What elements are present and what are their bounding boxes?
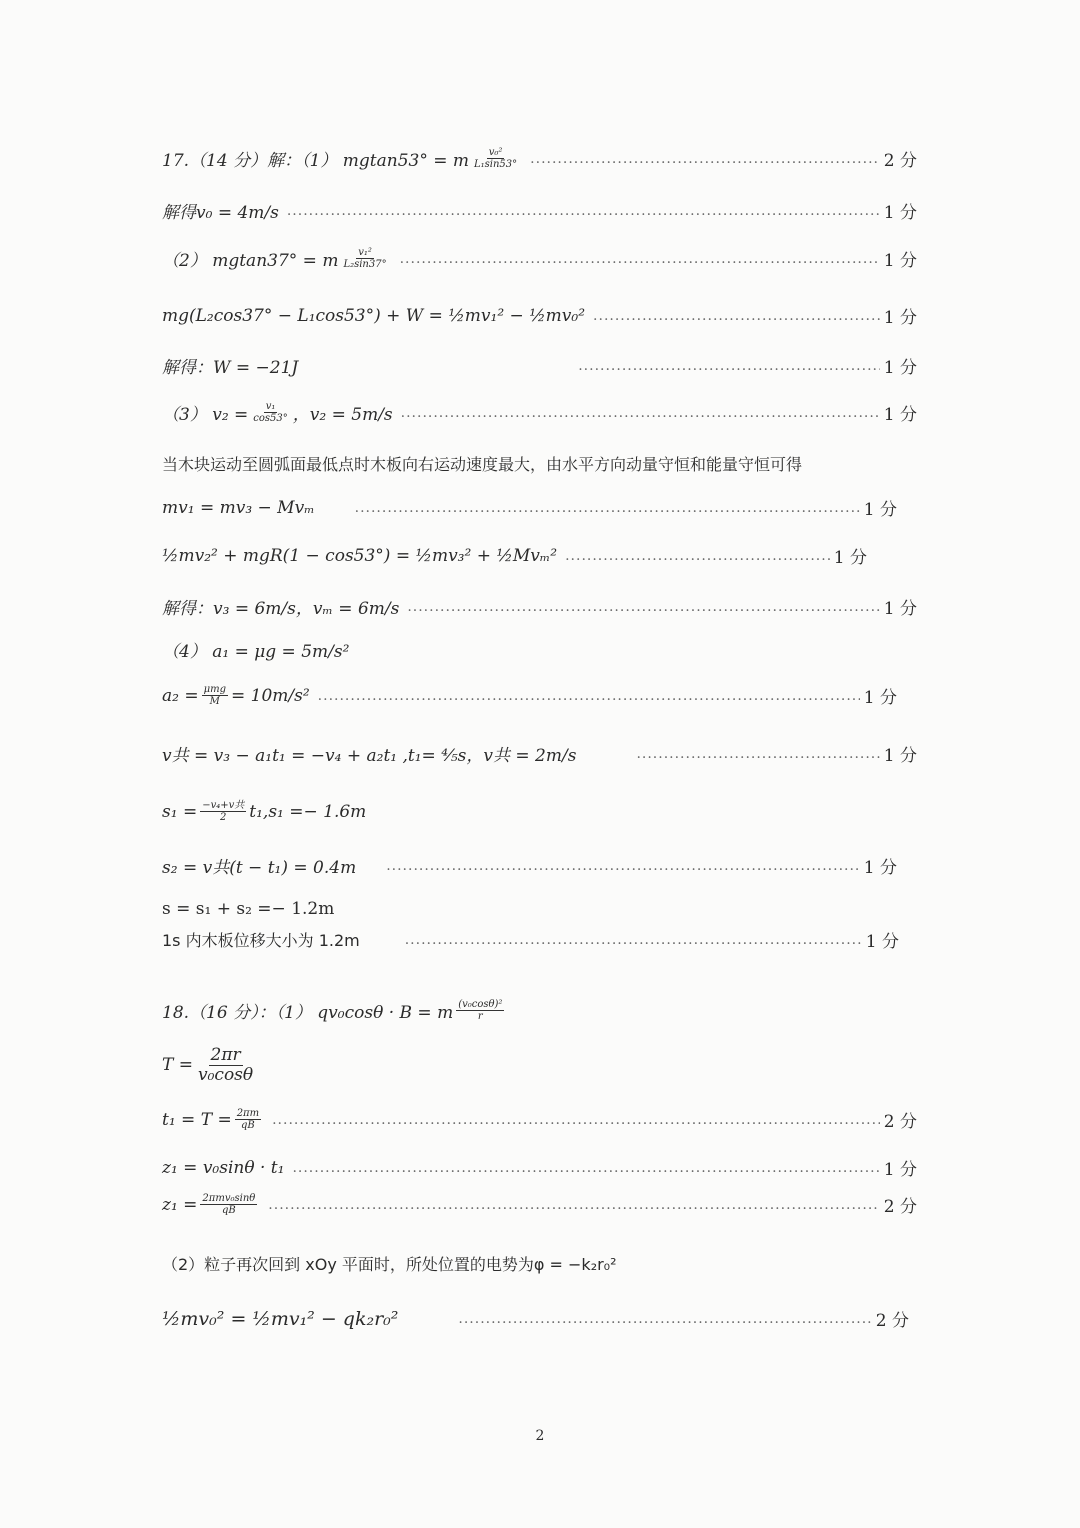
q18-equation: T = — [162, 1055, 193, 1076]
q17-line-10 — [162, 594, 917, 619]
dot-leader — [401, 405, 880, 421]
fraction-denominator: M — [209, 696, 220, 707]
score-label: 1 分 — [883, 203, 917, 223]
q18-equation: ½mv₀² = ½mv₁² − qk₂r₀² — [162, 1307, 399, 1330]
q17-line-15 — [162, 853, 917, 878]
q17-line-8 — [162, 495, 917, 520]
fraction-denominator: 2 — [220, 812, 227, 823]
q18-equation: z₁ = — [162, 1194, 198, 1215]
q17-equation: = 10m/s² — [231, 685, 310, 706]
fraction — [196, 1046, 255, 1084]
dot-leader — [386, 858, 860, 874]
q18-equation: z₁ = v₀sinθ · t₁ — [162, 1157, 285, 1178]
q18-line-6 — [162, 1252, 917, 1275]
q17-equation: s₁ = — [162, 801, 198, 822]
fraction-numerator: 2πmv₀sinθ — [202, 1193, 256, 1204]
score-label: 1 分 — [865, 932, 899, 952]
score-label: 1 分 — [883, 599, 917, 619]
q17-equation: s₂ = v共(t − t₁) = 0.4m — [162, 858, 357, 878]
score-label: 2 分 — [883, 151, 917, 171]
dot-leader — [593, 308, 880, 324]
fraction-denominator: r — [477, 1011, 483, 1022]
fraction-numerator: −v₄+v共 — [202, 800, 245, 811]
q17-equation: 17.（14 分）解：（1） mgtan53° = m — [162, 151, 470, 171]
q17-equation: mv₁ = mv₃ − Mvₘ — [162, 497, 315, 518]
score-label: 1 分 — [883, 251, 917, 271]
q18-line-1 — [162, 998, 917, 1023]
q17-line-14 — [162, 800, 917, 823]
q18-line-4 — [162, 1155, 917, 1180]
q17-line-16 — [162, 899, 917, 919]
q17-line-13 — [162, 741, 917, 766]
q17-line-1 — [162, 146, 917, 171]
fraction — [200, 800, 246, 823]
q17-line-6 — [162, 400, 917, 425]
fraction-numerator: 2πm — [236, 1108, 260, 1119]
score-label: 1 分 — [883, 308, 917, 328]
q17-line-9 — [162, 543, 917, 568]
q18-line-2 — [162, 1046, 917, 1084]
q17-line-17 — [162, 927, 917, 952]
fraction-denominator: v₀cosθ — [198, 1064, 254, 1085]
fraction — [341, 247, 388, 270]
dot-leader — [318, 688, 860, 704]
score-label: 1 分 — [863, 688, 897, 708]
q17-equation: v共 = v₃ − a₁t₁ = −v₄ + a₂t₁ ,t₁= ⁴⁄₅s，v共 = 2m/s — [162, 746, 577, 766]
fraction-denominator: L₂sin37° — [343, 259, 387, 270]
q17-equation: （2） mgtan37° = m — [162, 251, 339, 271]
dot-leader — [636, 746, 879, 762]
score-label: 2 分 — [883, 1112, 917, 1132]
score-label: 2 分 — [883, 1197, 917, 1217]
q17-equation: 解得v₀ = 4m/s — [162, 203, 279, 223]
q17-equation: s = s₁ + s₂ =− 1.2m — [162, 899, 335, 919]
fraction-numerator: v₁² — [358, 247, 372, 258]
q17-equation: a₂ = — [162, 685, 199, 706]
dot-leader — [287, 203, 880, 219]
dot-leader — [400, 251, 880, 267]
dot-leader — [565, 548, 830, 564]
score-label: 1 分 — [863, 858, 897, 878]
dot-leader — [268, 1197, 879, 1213]
fraction-numerator: (v₀cosθ)² — [458, 999, 503, 1010]
page-number: 2 — [535, 1428, 545, 1444]
dot-leader — [578, 358, 880, 374]
q17-line-11 — [162, 637, 917, 662]
fraction-denominator: qB — [241, 1120, 255, 1131]
fraction-denominator: cos53° — [253, 413, 288, 424]
q17-equation: mg(L₂cos37° − L₁cos53°) + W = ½mv₁² − ½mv₀² — [162, 305, 586, 326]
score-label: 1 分 — [883, 358, 917, 378]
q17-line-3 — [162, 246, 917, 271]
fraction — [200, 1193, 257, 1216]
q17-line-12 — [162, 683, 917, 708]
q17-equation: （4） a₁ = μg = 5m/s² — [162, 642, 350, 662]
q17-equation: ½mv₂² + mgR(1 − cos53°) = ½mv₃² + ½Mvₘ² — [162, 545, 558, 566]
q17-line-4 — [162, 303, 917, 328]
q18-line-3 — [162, 1107, 917, 1132]
fraction — [202, 684, 228, 707]
fraction — [472, 147, 519, 170]
fraction — [235, 1108, 261, 1131]
fraction — [251, 401, 289, 424]
q17-line-2 — [162, 198, 917, 223]
q17-equation: 解得：W = −21J — [162, 358, 299, 378]
q17-explanation-text: 当木块运动至圆弧面最低点时木板向右运动速度最大，由水平方向动量守恒和能量守恒可得 — [162, 455, 803, 474]
q18-line-7 — [162, 1306, 917, 1331]
dot-leader — [292, 1160, 879, 1176]
q18-equation: 18.（16 分）：（1） qv₀cosθ · B = m — [162, 1003, 454, 1023]
dot-leader — [355, 500, 860, 516]
dot-leader — [405, 932, 862, 948]
q17-equation: ，v₂ = 5m/s — [292, 405, 393, 425]
score-label: 1 分 — [883, 405, 917, 425]
dot-leader — [458, 1311, 871, 1327]
score-label: 1 分 — [863, 500, 897, 520]
dot-leader — [530, 151, 880, 167]
dot-leader — [272, 1112, 880, 1128]
score-label: 2 分 — [875, 1311, 909, 1331]
q18-explanation-text: （2）粒子再次回到 xOy 平面时，所处位置的电势为φ = −k₂r₀² — [162, 1255, 617, 1274]
q17-equation: t₁,s₁ =− 1.6m — [249, 801, 367, 822]
q17-line-5 — [162, 353, 917, 378]
q17-line-7 — [162, 452, 917, 475]
fraction-denominator: L₁sin53° — [474, 159, 518, 170]
score-label: 1 分 — [883, 746, 917, 766]
fraction-denominator: qB — [221, 1205, 236, 1216]
q17-equation: （3） v₂ = — [162, 405, 249, 425]
q17-equation: 解得：v₃ = 6m/s，vₘ = 6m/s — [162, 599, 400, 619]
dot-leader — [407, 599, 879, 615]
q18-equation: t₁ = T = — [162, 1109, 232, 1130]
fraction-numerator: 2πr — [210, 1045, 241, 1065]
q17-conclusion-text: 1s 内木板位移大小为 1.2m — [162, 931, 360, 950]
fraction-numerator: v₀² — [488, 147, 503, 158]
fraction-numerator: v₁ — [265, 401, 276, 412]
score-label: 1 分 — [833, 548, 867, 568]
q18-line-5 — [162, 1192, 917, 1217]
fraction — [456, 999, 504, 1022]
fraction-numerator: μmg — [203, 684, 226, 695]
score-label: 1 分 — [883, 1160, 917, 1180]
